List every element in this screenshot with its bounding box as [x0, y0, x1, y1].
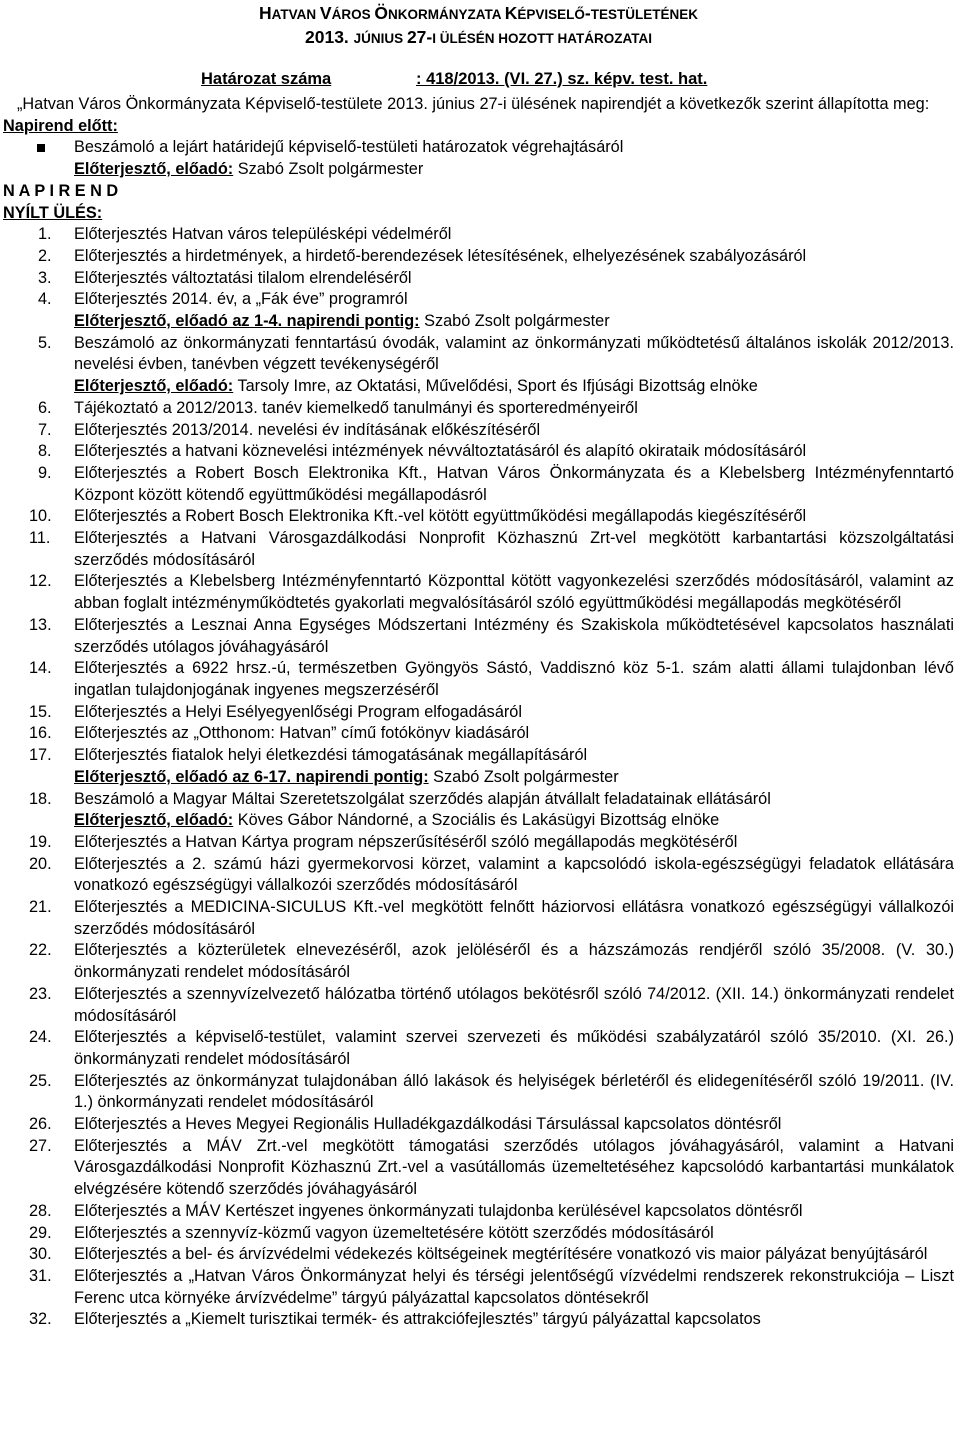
agenda-item: 18. Beszámoló a Magyar Máltai Szeretetszolgálat szerződés alapján átvállalt feladatainak ellátásáról: [29, 789, 771, 808]
agenda-item: 29. Előterjesztés a szennyvíz-közmű vagyon üzemeltetésére kötött szerződés módosításáról: [29, 1223, 714, 1242]
agenda-item: 26. Előterjesztés a Heves Megyei Regionális Hulladékgazdálkodási Társulással kapcsolatos döntésről: [29, 1115, 782, 1134]
agenda-item: 20. Előterjesztés a 2. számú házi gyermekorvosi körzet, valamint a kapcsolódó iskola-egészségügyi feladatok ellátására vonatkozó egészségügyi vállalkozói szerződés módosításáról: [29, 854, 954, 895]
agenda-item: 23. Előterjesztés a szennyvízelvezető hálózatba történő utólagos bekötésről szóló 74/2012. (XII. 14.) önkormányzati rendelet módosításáról: [29, 984, 954, 1025]
agenda-item: 3. Előterjesztés változtatási tilalom elrendeléséről: [38, 268, 412, 287]
agenda-item: 6. Tájékoztató a 2012/2013. tanév kiemelkedő tanulmányi és sporteredményeiről: [38, 398, 638, 417]
resolution-number-label: Határozat száma: [201, 70, 332, 88]
agenda-item: 31. Előterjesztés a „Hatvan Város Önkormányzat helyi és térségi jelentőségű vízvédelmi rendszerek rekonstrukciója – Liszt Ferenc utca környéke árvízvédelme” tárgyú pályázattal kapcsolatos döntésekről: [29, 1266, 954, 1307]
agenda-item: 32. Előterjesztés a „Kiemelt turisztikai termék- és attrakciófejlesztés” tárgyú pályázattal kapcsolatos: [29, 1310, 761, 1329]
agenda-item: 12. Előterjesztés a Klebelsberg Intézményfenntartó Központtal kötött vagyonkezelési szerződés módosításáról, valamint az abban foglalt intézményműködtetés gyakorlati megvalósításáról szóló együttműködési megállapodás megkötéséről: [29, 572, 954, 613]
agenda-item: 14. Előterjesztés a 6922 hrsz.-ú, természetben Gyöngyös Sástó, Vaddisznó köz 5-1. szám alatti állami tulajdonban lévő ingatlan tulajdonjogának ingyenes megszerzéséről: [29, 659, 954, 699]
agenda-item: 16. Előterjesztés az „Otthonom: Hatvan” című fotókönyv kiadásáról: [29, 724, 530, 743]
title-line-2: 2013. JÚNIUS 27-I ÜLÉSÉN HOZOTT HATÁROZATAI: [305, 27, 652, 47]
resolution-number-value: : 418/2013. (VI. 27.) sz. képv. test. hat.: [416, 70, 708, 88]
before-agenda-item: Beszámoló a lejárt határidejű képviselő-testületi határozatok végrehajtásáról: [3, 137, 954, 159]
square-bullet-icon: [37, 144, 45, 152]
agenda-item: 4. Előterjesztés 2014. év, a „Fák éve” programról: [38, 290, 408, 309]
agenda-item: 22. Előterjesztés a közterületek elnevezéséről, azok jelöléséről és a házszámozás rendjéről szóló 35/2008. (V. 30.) önkormányzati rendelet módosításáról: [29, 941, 954, 982]
presenter-line: Előterjesztő, előadó: Tarsoly Imre, az Oktatási, Művelődési, Sport és Ifjúsági Bizottság elnöke: [74, 377, 758, 396]
presenter-line: Előterjesztő, előadó az 6-17. napirendi pontig: Szabó Zsolt polgármester: [74, 767, 619, 786]
agenda-list: [3, 224, 954, 1331]
agenda-item: 30. Előterjesztés a bel- és árvízvédelmi védekezés költségeinek megtérítésére vonatkozó vis maior pályázat benyújtásáról: [29, 1245, 928, 1264]
agenda-item: 17. Előterjesztés fiatalok helyi életkezdési támogatásának megállapításáról: [29, 746, 588, 765]
agenda-item: 24. Előterjesztés a képviselő-testület, valamint szervei szervezeti és működési szabályzatáról szóló 35/2010. (XI. 26.) önkormányzati rendelet módosításáról: [29, 1028, 954, 1068]
agenda-item: 8. Előterjesztés a hatvani köznevelési intézmények névváltoztatásáról és alapító okirataik módosításáról: [38, 442, 807, 461]
resolution-number-line: [201, 69, 954, 90]
agenda-item: 19. Előterjesztés a Hatvan Kártya program népszerűsítéséről szóló megállapodás megkötéséről: [29, 832, 738, 851]
agenda-item: 13. Előterjesztés a Lesznai Anna Egységes Módszertani Intézmény és Szakiskola működtetésével kapcsolatos használati szerződés utólagos jóváhagyásáról: [29, 615, 954, 656]
presenter-line: Előterjesztő, előadó az 1-4. napirendi pontig: Szabó Zsolt polgármester: [74, 312, 610, 331]
agenda-item: 15. Előterjesztés a Helyi Esélyegyenlőségi Program elfogadásáról: [29, 702, 522, 721]
intro-paragraph: „Hatvan Város Önkormányzata Képviselő-testülete 2013. június 27-i ülésének napirendjét a következők szerint állapította meg:: [17, 95, 930, 113]
agenda-item: 5. Beszámoló az önkormányzati fenntartású óvodák, valamint az önkormányzati működtetésű általános iskolák 2012/2013. nevelési évben, tanévben végzett tevékenységéről: [38, 333, 954, 374]
before-agenda-label: Napirend előtt:: [3, 116, 118, 135]
document-title: [3, 2, 954, 50]
title-line-1: HATVAN VÁROS ÖNKORMÁNYZATA KÉPVISELŐ-TESTÜLETÉNEK: [259, 3, 698, 23]
agenda-item: 9. Előterjesztés a Robert Bosch Elektronika Kft., Hatvan Város Önkormányzata és a Klebelsberg Intézményfenntartó Központ között kötendő együttműködési megállapodásról: [38, 463, 954, 504]
agenda-item: 27. Előterjesztés a MÁV Zrt.-vel megkötött támogatási szerződés utólagos jóváhagyásáról, valamint a Hatvani Városgazdálkodási Nonprofit Közhasznú Zrt.-vel a vasútállomás üzemeltetéséhez kapcsolódó karbantartási munkálatok elvégzésére kötendő szerződés jóváhagyásáról: [29, 1136, 954, 1199]
agenda-item: 1. Előterjesztés Hatvan város településképi védelméről: [38, 225, 452, 244]
presenter-line: Előterjesztő, előadó: Köves Gábor Nándorné, a Szociális és Lakásügyi Bizottság elnöke: [74, 811, 720, 830]
agenda-item: 11. Előterjesztés a Hatvani Városgazdálkodási Nonprofit Közhasznú Zrt-vel megkötött karbantartási közszolgáltatási szerződés módosításáról: [29, 529, 954, 569]
agenda-item: 28. Előterjesztés a MÁV Kertészet ingyenes önkormányzati tulajdonba kerülésével kapcsolatos döntésről: [29, 1201, 803, 1220]
agenda-item: 25. Előterjesztés az önkormányzat tulajdonában álló lakások és helyiségek bérletéről és elidegenítéséről szóló 19/2011. (IV. 1.) önkormányzati rendelet módosításáról: [29, 1071, 954, 1112]
agenda-item: 10. Előterjesztés a Robert Bosch Elektronika Kft.-vel kötött együttműködési megállapodás kiegészítéséről: [29, 507, 807, 526]
agenda-item: 2. Előterjesztés a hirdetmények, a hirdető-berendezések létesítésének, elhelyezésének szabályozásáról: [38, 246, 807, 265]
agenda-heading: N A P I R E N D: [3, 181, 119, 200]
open-session-label: NYÍLT ÜLÉS:: [3, 203, 103, 222]
before-agenda-presenter: Előterjesztő, előadó: Szabó Zsolt polgármester: [74, 160, 424, 179]
agenda-item: 7. Előterjesztés 2013/2014. nevelési év indításának előkészítéséről: [38, 420, 541, 439]
agenda-item: 21. Előterjesztés a MEDICINA-SICULUS Kft.-vel megkötött felnőtt háziorvosi ellátásra vonatkozó egészségügyi vállalkozói szerződés módosításáról: [29, 898, 954, 938]
